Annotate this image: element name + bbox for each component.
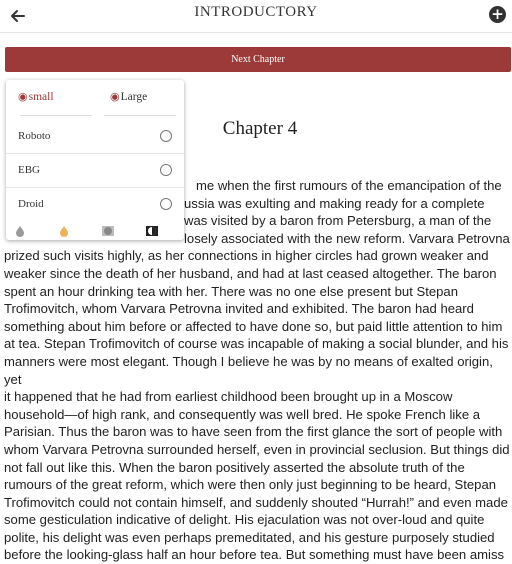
size-small-label: small — [28, 91, 54, 103]
text-line: not fall out like this. When the baron positively asserted the absolute truth of the — [4, 459, 465, 475]
text-line: Trofimovitch, whom Varvara Petrovna invited and exhibited. The baron had heard — [4, 301, 474, 317]
text-line: Trofimovitch could not contain himself, and suddenly shouted “Hurrah!” and even made — [4, 494, 508, 510]
text-line: polite, his delight was even perhaps premeditated, and his gesture purposely studied — [4, 529, 495, 545]
font-label: Roboto — [18, 130, 51, 142]
dark-theme-swatch[interactable] — [146, 225, 158, 237]
theme-swatch-row — [6, 223, 184, 239]
next-chapter-button[interactable]: Next Chapter — [5, 47, 511, 72]
font-size-row — [6, 80, 184, 116]
radio-button[interactable] — [160, 164, 172, 176]
chapter-title: Chapter 4 — [222, 118, 298, 139]
font-label: EBG — [18, 164, 40, 176]
plus-circle-icon[interactable]: + — [489, 6, 506, 23]
top-app-bar — [0, 0, 512, 33]
text-line: ussia was exulting and making ready for a complete — [184, 195, 485, 211]
text-line: weaker since the death of her husband, and had at last ceased altogether. The baron — [4, 265, 497, 281]
radio-button[interactable] — [160, 198, 172, 210]
size-divider — [20, 115, 92, 116]
eye-icon: ◉ — [110, 90, 120, 103]
text-line: household—of high rank, and consequently was well bred. He spoke French like a — [4, 406, 481, 422]
size-small-option[interactable] — [18, 90, 54, 103]
text-line: Parisian. Thus the baron was to have seen from the first glance the sort of people with — [4, 424, 503, 440]
text-line: manners were most elegant. Though I believe he was by no means of exalted origin, yet — [4, 353, 493, 387]
font-option-ebg[interactable] — [6, 154, 184, 188]
text-line: it happened that he had from earliest childhood been brought up in a Moscow — [4, 389, 453, 405]
radio-button[interactable] — [160, 130, 172, 142]
light-gray-theme-swatch[interactable] — [102, 225, 114, 237]
text-line: me when the first rumours of the emancipation of the — [196, 178, 502, 193]
size-large-label: Large — [120, 91, 148, 103]
text-line: before the looking-glass half an hour before tea. But something must have been amiss — [4, 547, 505, 563]
size-divider — [104, 115, 176, 116]
text-line: was visited by a baron from Petersburg, a man of the — [184, 213, 492, 229]
gray-theme-swatch[interactable] — [14, 225, 26, 237]
text-line: prized such visits highly, as her connections in higher circles had grown weaker and — [4, 248, 489, 264]
text-line: some gesticulation indicative of delight. His ejaculation was not over-loud and quite — [4, 512, 485, 528]
font-option-roboto[interactable] — [6, 120, 184, 154]
text-line: at tea. Stepan Trofimovitch of course was incapable of making a social blunder, and his — [4, 336, 509, 352]
eye-icon: ◉ — [18, 90, 28, 103]
text-line: whom Varvara Petrovna surrounded herself, even in provincial seclusion. But things did — [4, 441, 510, 457]
text-line: losely associated with the new reform. Varvara Petrovna — [184, 230, 510, 246]
text-line: something about him before or affected to have done so, but paid little attention to him — [4, 318, 503, 334]
text-line: rumours of the great reform, which were then only just beginning to be heard, Stepan — [4, 477, 497, 493]
font-option-droid[interactable] — [6, 188, 184, 221]
page-title: INTRODUCTORY — [194, 4, 318, 20]
text-line: spent an hour drinking tea with her. There was no one else present but Stepan — [4, 283, 458, 299]
reader-settings-panel — [6, 80, 184, 240]
font-label: Droid — [18, 198, 44, 210]
sepia-theme-swatch[interactable] — [58, 225, 70, 237]
size-large-option[interactable] — [110, 90, 147, 103]
